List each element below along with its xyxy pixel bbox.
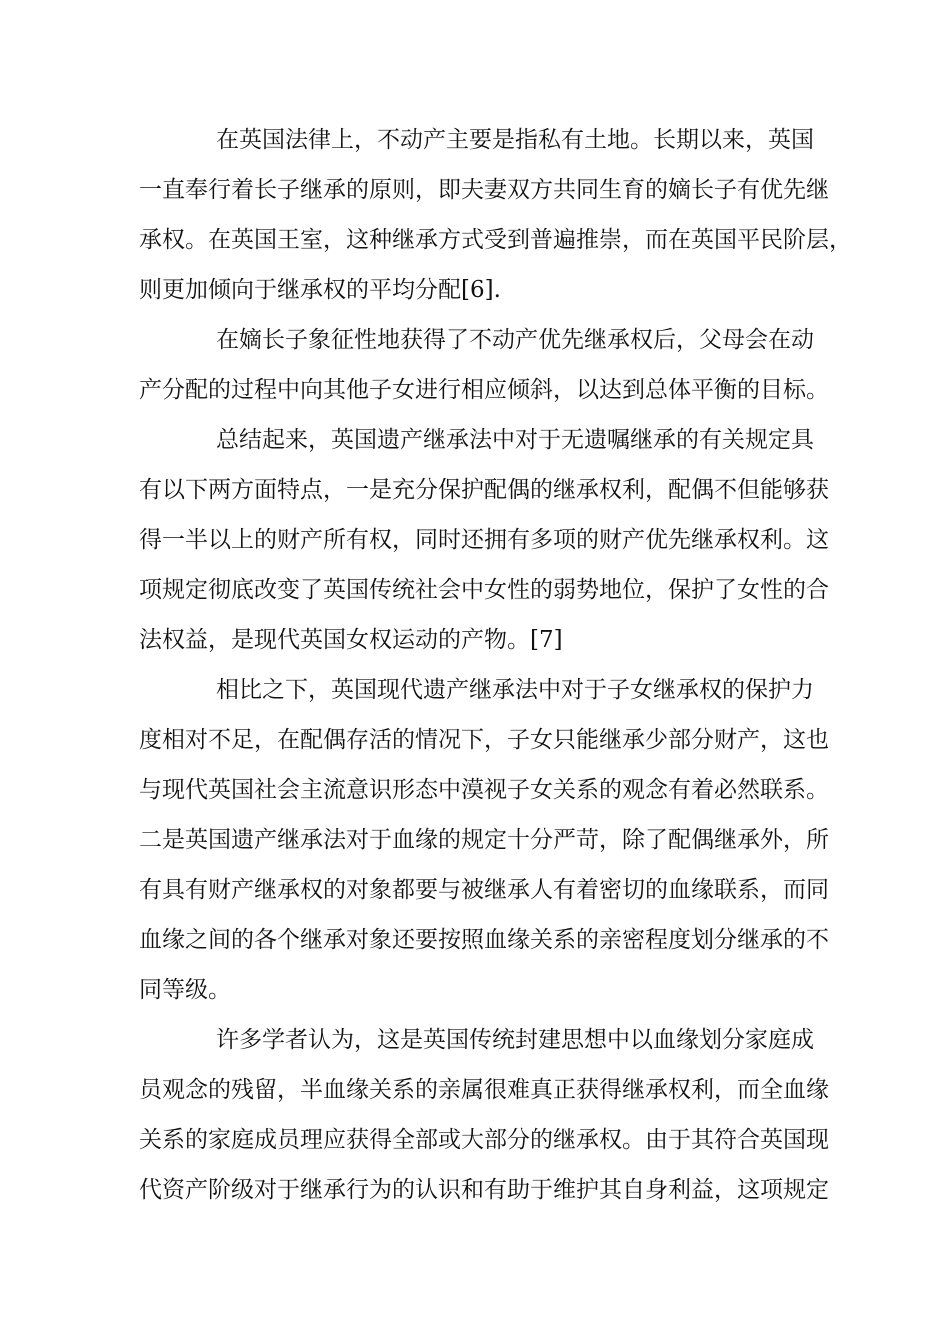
paragraph-4-line-3: 与现代英国社会主流意识形态中漠视子女关系的观念有着必然联系。: [139, 777, 829, 803]
paragraph-2-line-1: 在嫡长子象征性地获得了不动产优先继承权后，父母会在动: [216, 327, 814, 353]
paragraph-3-line-4: 项规定彻底改变了英国传统社会中女性的弱势地位，保护了女性的合: [139, 577, 829, 603]
paragraph-2-line-2: 产分配的过程中向其他子女进行相应倾斜，以达到总体平衡的目标。: [139, 377, 829, 403]
paragraph-1-line-3: 承权。在英国王室，这种继承方式受到普遍推崇，而在英国平民阶层，: [139, 227, 852, 253]
paragraph-5-line-4: 代资产阶级对于继承行为的认识和有助于维护其自身利益，这项规定: [139, 1177, 829, 1203]
paragraph-1-line-2: 一直奉行着长子继承的原则，即夫妻双方共同生育的嫡长子有优先继: [139, 177, 829, 203]
paragraph-3-line-2: 有以下两方面特点，一是充分保护配偶的继承权利，配偶不但能够获: [139, 477, 829, 503]
paragraph-1-line-1: 在英国法律上，不动产主要是指私有土地。长期以来，英国: [216, 127, 814, 153]
paragraph-5-line-1: 许多学者认为，这是英国传统封建思想中以血缘划分家庭成: [216, 1027, 814, 1053]
paragraph-4-line-1: 相比之下，英国现代遗产继承法中对于子女继承权的保护力: [216, 677, 814, 703]
paragraph-4-line-2: 度相对不足，在配偶存活的情况下，子女只能继承少部分财产，这也: [139, 727, 829, 753]
paragraph-5-line-2: 员观念的残留，半血缘关系的亲属很难真正获得继承权利，而全血缘: [139, 1077, 829, 1103]
paragraph-5-line-3: 关系的家庭成员理应获得全部或大部分的继承权。由于其符合英国现: [139, 1127, 829, 1153]
paragraph-4-line-7: 同等级。: [139, 977, 231, 1003]
paragraph-1-line-4: 则更加倾向于继承权的平均分配[6].: [139, 277, 501, 303]
paragraph-3-line-3: 得一半以上的财产所有权，同时还拥有多项的财产优先继承权利。这: [139, 527, 829, 553]
paragraph-4-line-5: 有具有财产继承权的对象都要与被继承人有着密切的血缘联系，而同: [139, 877, 829, 903]
paragraph-3-line-5: 法权益，是现代英国女权运动的产物。[7]: [139, 627, 563, 653]
paragraph-3-line-1: 总结起来，英国遗产继承法中对于无遗嘱继承的有关规定具: [216, 427, 814, 453]
paragraph-4-line-6: 血缘之间的各个继承对象还要按照血缘关系的亲密程度划分继承的不: [139, 927, 829, 953]
paragraph-4-line-4: 二是英国遗产继承法对于血缘的规定十分严苛，除了配偶继承外，所: [139, 827, 829, 853]
